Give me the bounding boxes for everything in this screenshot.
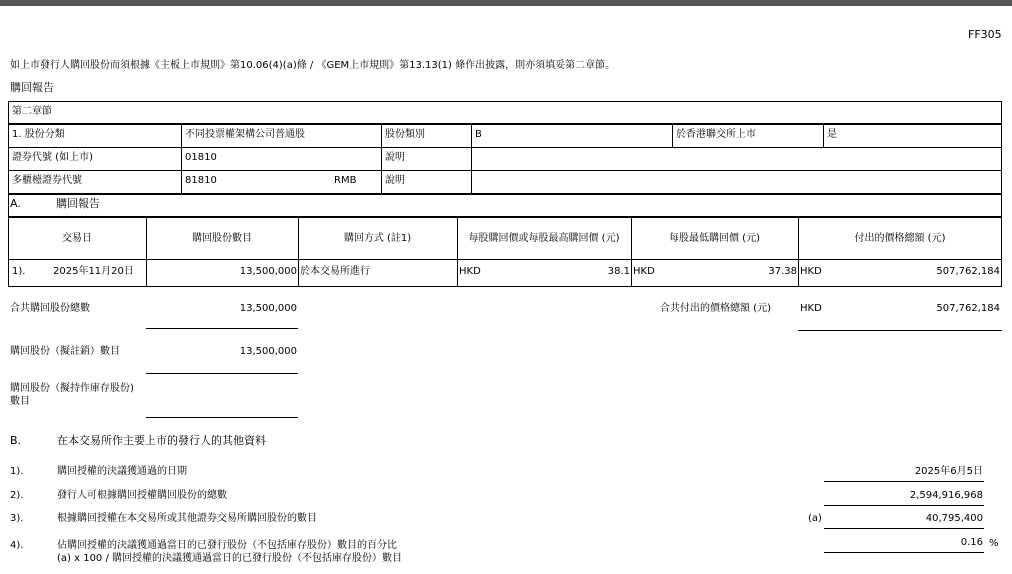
header-trade-date: 交易日: [62, 233, 92, 244]
chapter-label: 第二章節: [12, 106, 52, 117]
header-total-paid: 付出的價格總額 (元): [854, 233, 946, 244]
row-high-currency: HKD: [459, 266, 481, 277]
multi-counter-currency: RMB: [334, 175, 357, 186]
b-item-4-unit: %: [989, 538, 999, 549]
section-a-letter: A.: [10, 197, 21, 210]
share-class-value: 不同投票權架構公司普通股: [185, 129, 305, 140]
section-b-title: 在本交易所作主要上市的發行人的其他資料: [57, 434, 266, 447]
b-item-2-value: 2,594,916,968: [909, 490, 983, 501]
b-item-3-value: 40,795,400: [925, 513, 983, 524]
share-class-label: 1. 股份分類: [12, 129, 65, 140]
row-high-price: 38.1: [607, 266, 630, 277]
b-item-4-underline: [824, 552, 984, 553]
b-item-2-label: 發行人可根據購回授權購回股份的總數: [57, 490, 227, 501]
info-col-divider: [823, 124, 824, 147]
section-b-letter: B.: [10, 434, 22, 447]
table-col-divider: [631, 217, 632, 287]
cancel-shares-label: 購回股份（擬註銷）數目: [10, 346, 120, 357]
row-low-price: 37.38: [768, 266, 797, 277]
share-type-label: 股份類別: [385, 129, 425, 140]
info-row-divider: [8, 170, 1002, 171]
treasury-shares-label-2: 數目: [10, 396, 30, 407]
row-low-currency: HKD: [633, 266, 655, 277]
info-col-divider: [181, 124, 182, 194]
total-paid-currency: HKD: [800, 303, 822, 314]
intro-text: 如上市發行人購回股份而須根據《主板上市規則》第10.06(4)(a)條 / 《GEM上市規則》第13.13(1) 條作出披露，則亦須填妥第二章節。: [10, 60, 616, 71]
chapter-box: [8, 101, 1002, 124]
row-number: 1).: [12, 266, 26, 277]
hkex-listed-value: 是: [827, 129, 837, 140]
info-col-divider: [471, 124, 472, 194]
stock-code-label: 證券代號 (如上市): [12, 152, 93, 163]
total-paid-underline: [798, 330, 1002, 331]
table-header-divider: [8, 259, 1002, 260]
row-shares: 13,500,000: [239, 266, 297, 277]
header-high-price: 每股購回價或每股最高購回價 (元): [468, 233, 620, 244]
section-a-title: 購回報告: [56, 197, 100, 210]
form-code: FF305: [968, 28, 1002, 41]
b-item-4-number: 4).: [10, 540, 24, 551]
total-shares-underline: [146, 328, 298, 329]
header-low-price: 每股最低購回價 (元): [669, 233, 760, 244]
treasury-shares-underline: [146, 417, 298, 418]
b-item-1-underline: [824, 481, 984, 482]
b-item-2-underline: [824, 505, 984, 506]
total-shares-value: 13,500,000: [239, 303, 297, 314]
header-shares: 購回股份數目: [192, 233, 252, 244]
b-item-3-tag: (a): [808, 513, 822, 524]
share-type-value: B: [475, 129, 482, 140]
treasury-shares-label-1: 購回股份（擬持作庫存股份): [10, 383, 134, 394]
info-table: [8, 124, 1002, 194]
hkex-listed-label: 於香港聯交所上市: [676, 129, 756, 140]
row-total-paid: 507,762,184: [936, 266, 1000, 277]
info-col-divider: [672, 124, 673, 147]
table-col-divider: [298, 217, 299, 287]
info-col-divider: [381, 124, 382, 194]
b-item-2-number: 2).: [10, 490, 24, 501]
b-item-1-label: 購回授權的決議獲通過的日期: [57, 466, 187, 477]
total-paid-label: 合共付出的價格總額 (元): [660, 303, 771, 314]
row-trade-date: 2025年11月20日: [53, 266, 134, 277]
row-total-currency: HKD: [800, 266, 822, 277]
cancel-shares-underline: [146, 373, 298, 374]
total-paid-value: 507,762,184: [936, 303, 1000, 314]
row-method: 於本交易所進行: [300, 266, 370, 277]
b-item-4-label: 佔購回授權的決議獲通過當日的已發行股份（不包括庫存股份）數目的百分比: [57, 540, 397, 551]
table-col-divider: [457, 217, 458, 287]
stock-code-desc-label: 說明: [385, 152, 405, 163]
cancel-shares-value: 13,500,000: [239, 346, 297, 357]
info-row-divider: [8, 147, 1002, 148]
b-item-4-label-2: (a) x 100 / 購回授權的決議獲通過當日的已發行股份（不包括庫存股份）數目: [57, 553, 403, 564]
table-col-divider: [798, 217, 799, 287]
b-item-1-value: 2025年6月5日: [914, 466, 983, 477]
stock-code-value: 01810: [185, 152, 217, 163]
section-a-header: [8, 194, 1002, 217]
multi-counter-value: 81810: [185, 175, 217, 186]
multi-counter-label: 多櫃檯證券代號: [12, 175, 82, 186]
b-item-3-label: 根據購回授權在本交易所或其他證券交易所購回股份的數目: [57, 513, 317, 524]
report-title: 購回報告: [10, 81, 54, 94]
multi-counter-desc-label: 說明: [385, 175, 405, 186]
top-bar: [0, 0, 1012, 6]
total-shares-label: 合共購回股份總數: [10, 303, 90, 314]
b-item-3-number: 3).: [10, 513, 24, 524]
b-item-3-underline: [824, 528, 984, 529]
b-item-1-number: 1).: [10, 466, 24, 477]
b-item-4-value: 0.16: [960, 537, 983, 548]
header-method: 購回方式 (註1): [343, 233, 412, 244]
